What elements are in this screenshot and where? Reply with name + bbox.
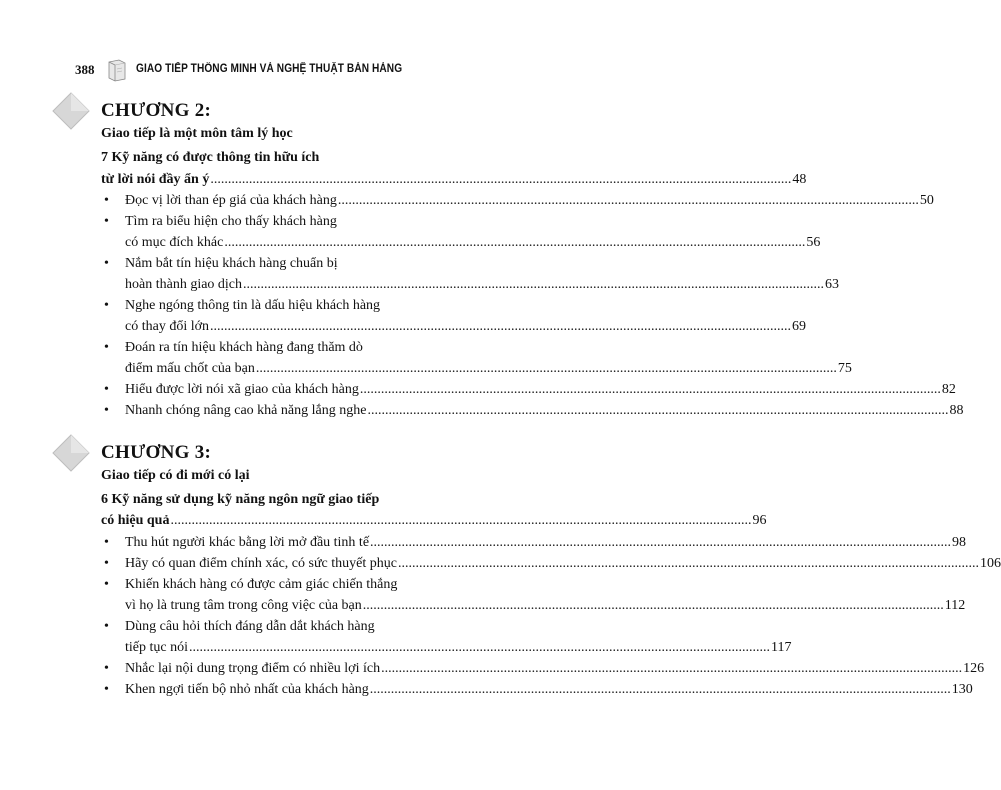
toc-page-number: 96 bbox=[752, 513, 767, 528]
leader-dots: ...................................................................................................................................................................... bbox=[359, 382, 941, 397]
bullet-icon: • bbox=[104, 193, 109, 208]
toc-entry-text: có thay đổi lớn bbox=[125, 319, 209, 334]
toc-entry-text: Khen ngợi tiến bộ nhỏ nhất của khách hàng bbox=[125, 682, 369, 697]
leader-dots: ...................................................................................................................................................................... bbox=[210, 319, 791, 334]
toc-entry-text: tiếp tục nói bbox=[125, 640, 188, 655]
toc-page-number: 88 bbox=[949, 403, 964, 418]
toc-entry[interactable] bbox=[125, 319, 806, 335]
toc-entry-text: điểm mấu chốt của bạn bbox=[125, 361, 255, 376]
toc-entry-text: Tìm ra biểu hiện cho thấy khách hàng bbox=[125, 214, 337, 229]
toc-entry[interactable] bbox=[125, 682, 973, 698]
toc-entry-text: hoàn thành giao dịch bbox=[125, 277, 243, 292]
toc-entry[interactable] bbox=[125, 598, 966, 614]
toc-entry[interactable] bbox=[125, 403, 964, 419]
bullet-icon: • bbox=[104, 340, 109, 355]
toc-entry-text: Nhắc lại nội dung trọng điểm có nhiều lợi ích bbox=[125, 661, 381, 676]
toc-page-number: 48 bbox=[792, 172, 807, 187]
diamond-ornament-icon bbox=[50, 90, 92, 132]
toc-entry-text: Đoán ra tín hiệu khách hàng đang thăm dò bbox=[125, 340, 363, 355]
toc-page-number: 56 bbox=[806, 235, 821, 250]
toc-entry[interactable] bbox=[125, 193, 934, 209]
chapter-subtitle: Giao tiếp có đi mới có lại bbox=[101, 468, 250, 483]
toc-page-number: 98 bbox=[952, 535, 967, 550]
toc-page-number: 126 bbox=[963, 661, 985, 676]
leader-dots: ...................................................................................................................................................................... bbox=[397, 556, 979, 571]
toc-entry-text: vì họ là trung tâm trong công việc của bạn bbox=[125, 598, 362, 613]
section-heading: 6 Kỹ năng sử dụng kỹ năng ngôn ngữ giao tiếp bbox=[101, 492, 380, 507]
toc-entry-section[interactable] bbox=[101, 172, 807, 188]
toc-entry-text: Dùng câu hỏi thích đáng dẫn dắt khách hàng bbox=[125, 619, 375, 634]
leader-dots: ...................................................................................................................................................................... bbox=[362, 598, 944, 613]
leader-dots: ...................................................................................................................................................................... bbox=[367, 403, 949, 418]
toc-entry[interactable] bbox=[125, 277, 840, 293]
toc-entry-text: Nhanh chóng nâng cao khả năng lắng nghe bbox=[125, 403, 367, 418]
toc-entry-text: Thu hút người khác bằng lời mở đầu tinh tế bbox=[125, 535, 370, 550]
page-number: 388 bbox=[75, 62, 95, 77]
leader-dots: ...................................................................................................................................................................... bbox=[337, 193, 919, 208]
toc-page-number: 50 bbox=[919, 193, 934, 208]
leader-dots: ...................................................................................................................................................................... bbox=[224, 235, 806, 250]
toc-page-number: 75 bbox=[837, 361, 852, 376]
toc-page-number: 63 bbox=[825, 277, 840, 292]
toc-entry-text: Hãy có quan điểm chính xác, có sức thuyết phục bbox=[125, 556, 397, 571]
toc-entry[interactable] bbox=[125, 535, 967, 551]
bullet-icon: • bbox=[104, 556, 109, 571]
toc-entry[interactable] bbox=[125, 661, 985, 677]
toc-entry[interactable] bbox=[125, 235, 821, 251]
toc-page-number: 82 bbox=[941, 382, 956, 397]
toc-entry-text: Hiểu được lời nói xã giao của khách hàng bbox=[125, 382, 359, 397]
bullet-icon: • bbox=[104, 682, 109, 697]
book-icon bbox=[105, 58, 129, 82]
toc-entry-text: Đọc vị lời than ép giá của khách hàng bbox=[125, 193, 337, 208]
bullet-icon: • bbox=[104, 298, 109, 313]
bullet-icon: • bbox=[104, 382, 109, 397]
chapter-subtitle: Giao tiếp là một môn tâm lý học bbox=[101, 126, 293, 141]
bullet-icon: • bbox=[104, 619, 109, 634]
toc-entry-section[interactable] bbox=[101, 513, 767, 529]
leader-dots: ...................................................................................................................................................................... bbox=[243, 277, 825, 292]
leader-dots: ...................................................................................................................................................................... bbox=[381, 661, 963, 676]
bullet-icon: • bbox=[104, 661, 109, 676]
toc-entry-text: Khiến khách hàng có được cảm giác chiến thắng bbox=[125, 577, 398, 592]
leader-dots: ...................................................................................................................................................................... bbox=[369, 682, 951, 697]
toc-entry-text: Nắm bắt tín hiệu khách hàng chuẩn bị bbox=[125, 256, 338, 271]
toc-entry[interactable] bbox=[125, 556, 1001, 572]
toc-entry-text: có mục đích khác bbox=[125, 235, 224, 250]
running-title: GIAO TIẾP THÔNG MINH VÀ NGHỆ THUẬT BÁN HÀNG bbox=[136, 63, 403, 75]
chapter-title: CHƯƠNG 3: bbox=[101, 442, 212, 463]
bullet-icon: • bbox=[104, 577, 109, 592]
toc-entry-text: từ lời nói đầy ẩn ý bbox=[101, 172, 210, 187]
chapter-title: CHƯƠNG 2: bbox=[101, 100, 212, 121]
toc-entry[interactable] bbox=[125, 361, 852, 377]
leader-dots: ...................................................................................................................................................................... bbox=[170, 513, 752, 528]
leader-dots: ...................................................................................................................................................................... bbox=[210, 172, 792, 187]
bullet-icon: • bbox=[104, 403, 109, 418]
diamond-ornament-icon bbox=[50, 432, 92, 474]
toc-entry-text: Nghe ngóng thông tin là dấu hiệu khách hàng bbox=[125, 298, 381, 313]
bullet-icon: • bbox=[104, 214, 109, 229]
toc-page-number: 117 bbox=[771, 640, 792, 655]
toc-page-number: 130 bbox=[951, 682, 973, 697]
toc-page-number: 69 bbox=[792, 319, 806, 334]
toc-entry-text: có hiệu quả bbox=[101, 513, 170, 528]
toc-entry[interactable] bbox=[125, 382, 956, 398]
toc-entry[interactable] bbox=[125, 640, 792, 656]
leader-dots: ...................................................................................................................................................................... bbox=[370, 535, 952, 550]
bullet-icon: • bbox=[104, 535, 109, 550]
running-header bbox=[75, 58, 505, 82]
leader-dots: ...................................................................................................................................................................... bbox=[255, 361, 837, 376]
toc-page-number: 112 bbox=[944, 598, 966, 613]
toc-page-number: 106 bbox=[979, 556, 1001, 571]
leader-dots: ...................................................................................................................................................................... bbox=[189, 640, 770, 655]
bullet-icon: • bbox=[104, 256, 109, 271]
section-heading: 7 Kỹ năng có được thông tin hữu ích bbox=[101, 150, 320, 165]
